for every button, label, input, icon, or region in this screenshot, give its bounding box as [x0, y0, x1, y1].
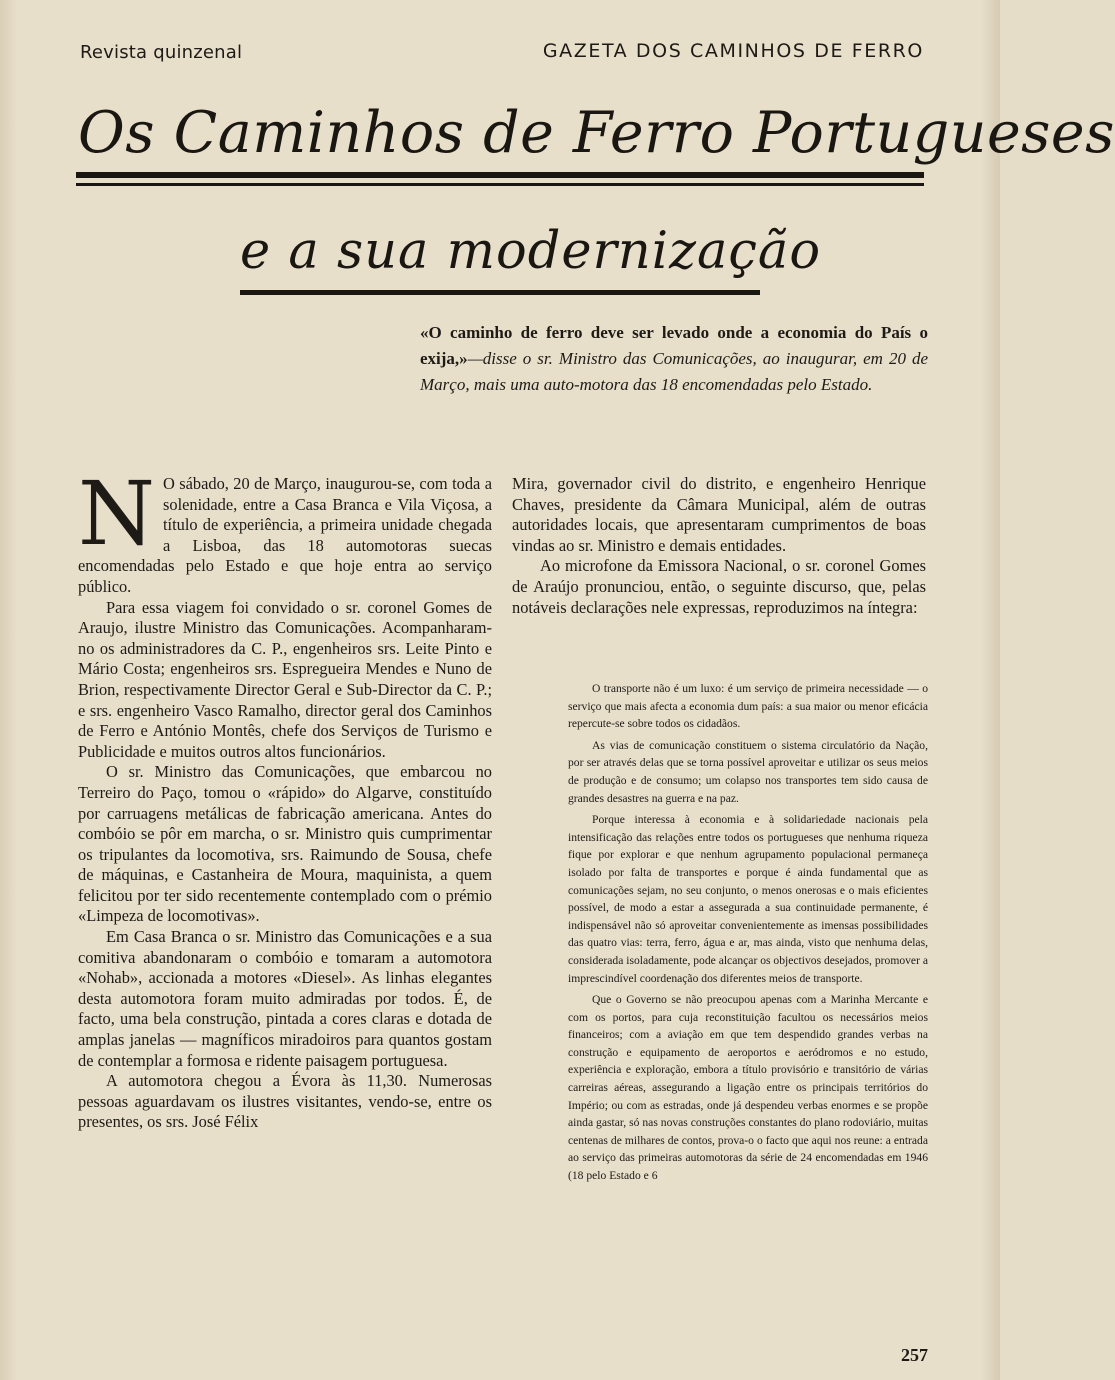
article-title-line1: Os Caminhos de Ferro Portugueses: [78, 100, 1115, 166]
speech-paragraph: Porque interessa à economia e à solidariedade nacionais pela intensificação das relações entre todos os portugueses que nenhuma riqueza fique por explorar e que nenhum agrupamento populacional permaneça isolado por falta de transportes e porque é ainda fundamental que as comunicações sejam, no seu conjunto, o menos onerosas e o mais eficientes possível, de modo a estar a assegurada a sua continuidade permanente, é indispensável não só aproveitar convenientemente as imensas possibilidades das quatro vias: terra, ferro, água e ar, mas ainda, visto que nenhuma delas, considerada isoladamente, pode alcançar os objectivos desejados, promover a imprescindível coordenação dos diferentes meios de transporte.: [568, 813, 928, 985]
speech-paragraph: As vias de comunicação constituem o sistema circulatório da Nação, por ser através delas que se torna possível aproveitar e utilizar os seus meios de produção e de consumo; um colapso nos transportes tem sido causa de grandes desastres na guerra e na paz.: [568, 738, 928, 805]
speech-paragraph: Que o Governo se não preocupou apenas com a Marinha Mercante e com os portos, para cuja reconstituição facultou os necessários meios financeiros; com a aviação em que tem despendido grandes verbas na construção e equipamento de aeroportos e aeródromos e no estudo, experiência e exploração, embora a título provisório e transitório de várias carreiras aéreas, assegurando a ligação entre os principais territórios do Império; ou com as estradas, onde já despendeu verbas enormes e se propõe ainda gastar, só nas novas construções constantes do plano rodoviário, muitas centenas de milhares de contos, prova-o o facto que aqui nos reune: a entrada ao serviço das primeiras automotoras da série de 24 encomendadas em 1946 (18 pelo Estado e 6: [568, 993, 928, 1183]
paragraph: O sr. Ministro das Comunicações, que embarcou no Terreiro do Paço, tomou o «rápido» do Algarve, constituído por carruagens metálicas de fabricação americana. Antes do combóio se pôr em marcha, o sr. Ministro quis cumprimentar os tripulantes da locomotiva, srs. Raimundo de Sousa, chefe de máquinas, e Castanheira de Moura, maquinista, a quem felicitou por ter sido recentemente contemplado com o prémio «Limpeza de locomotivas».: [78, 762, 492, 926]
lead-paragraph: [420, 320, 928, 398]
paragraph: [78, 462, 492, 598]
article-title-line2: e a sua modernização: [240, 222, 822, 281]
paragraph: Mira, governador civil do distrito, e engenheiro Henrique Chaves, presidente da Câmara Municipal, além de outras autoridades locais, que apresentaram cumprimentos de boas vindas ao sr. Ministro e demais entidades.: [512, 474, 926, 555]
title-rule-thick: [76, 172, 924, 178]
header-periodicity: Revista quinzenal: [80, 42, 243, 63]
drop-cap: N: [78, 462, 155, 565]
article-column-left: [78, 462, 492, 1133]
paragraph: Para essa viagem foi convidado o sr. coronel Gomes de Araujo, ilustre Ministro das Comunicações. Acompanharam-no os administradores da C. P., engenheiros srs. Leite Pinto e Mário Costa; engenheiros srs. Espregueira Mendes e Nuno de Brion, respectivamente Director Geral e Sub-Director da C. P.; e srs. engenheiro Vasco Ramalho, director geral dos Caminhos de Ferro e António Montês, chefe dos Serviços de Turismo e Publicidade e muitos outros altos funcionários.: [78, 597, 492, 761]
header-magazine-name: GAZETA DOS CAMINHOS DE FERRO: [542, 40, 924, 62]
paragraph: A automotora chegou a Évora às 11,30. Numerosas pessoas aguardavam os ilustres visitantes, vendo-se, entre os presentes, os srs. José Félix: [78, 1071, 492, 1132]
paragraph: Ao microfone da Emissora Nacional, o sr. coronel Gomes de Araújo pronunciou, então, o seguinte discurso, que, pelas notáveis declarações nele expressas, reproduzimos na íntegra:: [512, 556, 926, 617]
speech-paragraph: O transporte não é um luxo: é um serviço de primeira necessidade — o serviço que mais afecta a economia dum país: a sua maior ou menor eficácia repercute-se sobre todos os cidadãos.: [568, 682, 928, 731]
article-column-right: [512, 474, 926, 618]
page-number: 257: [901, 1345, 928, 1365]
lead-quote: «O caminho de ferro deve ser levado onde a economia do País o exija,»: [420, 323, 928, 368]
subtitle-underline: [240, 290, 760, 295]
paragraph: Em Casa Branca o sr. Ministro das Comunicações e a sua comitiva abandonaram o combóio e tomaram a automotora «Nohab», accionada a motores «Diesel». As linhas elegantes desta automotora foram muito admiradas por todos. É, de facto, uma bela construção, pintada a cores claras e dotada de amplas janelas — magníficos miradoiros para quantos gostam de contemplar a formosa e ridente paisagem portuguesa.: [78, 927, 492, 1070]
title-rule-thin: [76, 183, 924, 186]
paragraph-text: O sábado, 20 de Março, inaugurou-se, com toda a solenidade, entre a Casa Branca e Vila Viçosa, a título de experiência, a primeira unidade chegada a Lisboa, das 18 automotoras suecas encomendadas pelo Estado e que hoje entra ao serviço público.: [78, 474, 492, 596]
lead-attribution: —disse o sr. Ministro das Comunicações, ao inaugurar, em 20 de Março, mais uma auto-motora das 18 encomendadas pelo Estado.: [420, 349, 928, 394]
speech-quotation: [568, 680, 928, 1189]
